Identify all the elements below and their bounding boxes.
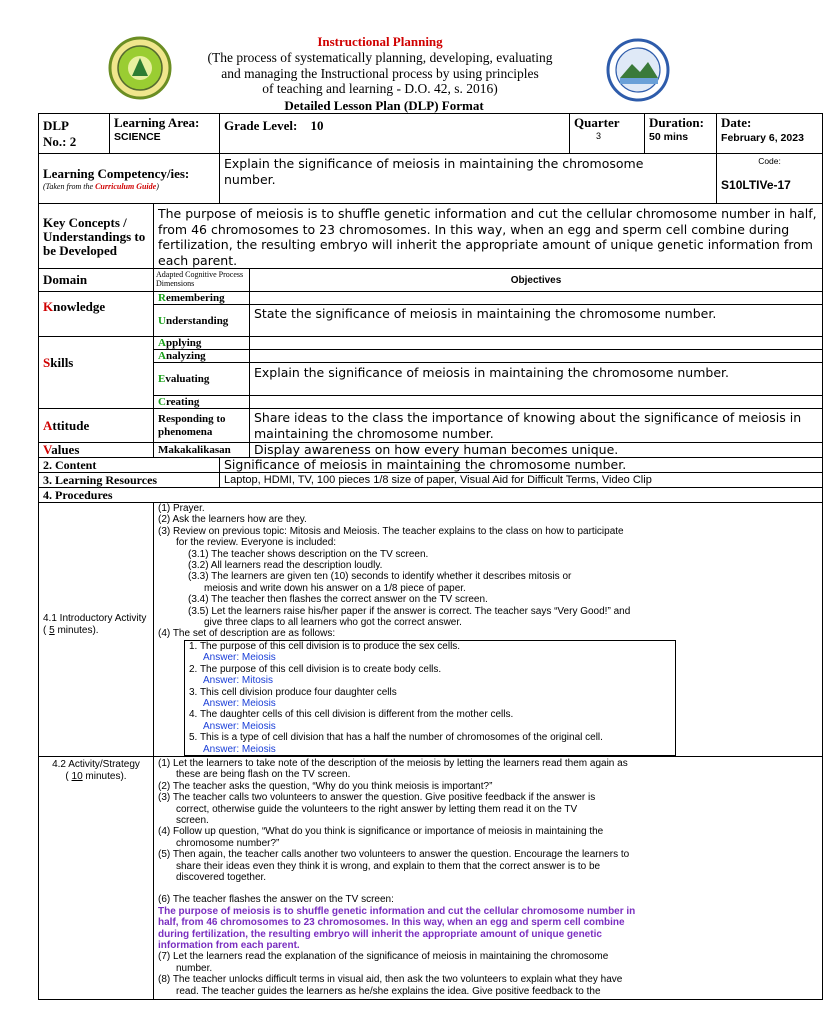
answer-text: half, from 46 chromosomes to 23 chromosomes. In this way, when an egg and sperm cell combine [158, 917, 625, 929]
duration-label: Duration: [649, 115, 704, 130]
creating-rest: reating [165, 396, 200, 408]
procedures-label: 4. Procedures [39, 488, 823, 503]
description-item: 5. This is a type of cell division that has a half the number of chromosomes of the original cell. [189, 732, 603, 744]
description-box [184, 640, 676, 756]
description-answer: Answer: Mitosis [203, 675, 274, 687]
applying-rest: pplying [165, 337, 202, 349]
description-answer: Answer: Meiosis [203, 652, 276, 664]
intro-minutes-prefix: ( [43, 625, 50, 637]
activity-step: (5) Then again, the teacher calls another two volunteers to answer the question. Encourage the learners to [158, 849, 630, 861]
resources-value: Laptop, HDMI, TV, 100 pieces 1/8 size of paper, Visual Aid for Difficult Terms, Video Clip [220, 473, 823, 488]
analyzing-rest: nalyzing [165, 350, 206, 362]
evaluating-initial: E [158, 373, 166, 385]
dimension-remembering [154, 292, 250, 305]
description-answer: Answer: Meiosis [203, 720, 276, 732]
activity-minutes-prefix: ( [65, 770, 72, 782]
dimension-responding: Responding to phenomena [154, 409, 250, 443]
dimension-understanding [154, 305, 250, 337]
values-rest: alues [51, 442, 80, 457]
activity-step: screen. [176, 814, 209, 826]
activity-label-cell [39, 756, 154, 999]
dlp-number: No.: 2 [43, 134, 77, 149]
dlp-label: DLP [43, 118, 69, 133]
intro-step: (4) The set of description are as follows: [158, 628, 336, 640]
competency-label-cell [39, 154, 220, 204]
code-value: S10LTIVe-17 [721, 178, 791, 192]
header-line-2: and managing the Instructional process by using principles [221, 65, 539, 81]
dimension-applying [154, 337, 250, 350]
competency-label: Learning Competency/ies: [43, 166, 190, 181]
dimension-makakalikasan: Makakalikasan [154, 443, 250, 458]
grade-level-cell [220, 114, 570, 154]
description-item: 1. The purpose of this cell division is to produce the sex cells. [189, 640, 461, 652]
intro-procedure [154, 503, 823, 757]
activity-step: (2) The teacher asks the question, “Why do you think meiosis is important?” [158, 780, 493, 792]
lesson-plan-table [38, 113, 823, 1000]
objective-creating [250, 396, 823, 409]
remembering-rest: emembering [165, 292, 225, 304]
objective-analyzing [250, 350, 823, 363]
values-initial: V [43, 442, 52, 457]
activity-step: read. The teacher guides the learners as he/she explains the idea. Give positive feedback to the [176, 985, 601, 997]
attitude-initial: A [43, 417, 53, 433]
code-cell [717, 154, 823, 204]
dimension-evaluating [154, 363, 250, 396]
attitude-rest: ttitude [52, 417, 90, 433]
understanding-rest: nderstanding [165, 314, 229, 327]
knowledge-rest: nowledge [53, 299, 106, 314]
competency-text: Explain the significance of meiosis in maintaining the chromosome number. [220, 154, 717, 204]
intro-substep: (3.5) Let the learners raise his/her paper if the answer is correct. The teacher says “Very Good!” and [188, 605, 631, 617]
activity-step: these are being flash on the TV screen. [176, 769, 351, 781]
learning-area-cell [110, 114, 220, 154]
intro-minutes-suffix: minutes). [54, 625, 99, 637]
remembering-initial: R [158, 292, 166, 304]
curriculum-guide-label: Curriculum Guide [95, 182, 157, 191]
learning-area-value: SCIENCE [114, 131, 161, 143]
learning-area-label: Learning Area: [114, 115, 200, 130]
activity-label: 4.2 Activity/Strategy [52, 758, 140, 770]
activity-step: (6) The teacher flashes the answer on the TV screen: [158, 894, 394, 906]
school-seal-icon [606, 38, 670, 102]
intro-step: (1) Prayer. [158, 503, 205, 514]
intro-minutes: 5 [49, 625, 55, 637]
content-value: Significance of meiosis in maintaining the chromosome number. [220, 458, 823, 473]
activity-minutes: 10 [71, 770, 83, 782]
dimensions-header: Adapted Cognitive Process Dimensions [154, 269, 250, 292]
grade-level-value: 10 [310, 118, 324, 133]
answer-text: The purpose of meiosis is to shuffle genetic information and cut the cellular chromosome number in [158, 905, 636, 917]
quarter-value: 3 [596, 131, 602, 141]
description-answer: Answer: Meiosis [203, 697, 276, 709]
description-item: 3. This cell division produce four daughter cells [189, 686, 397, 698]
understanding-initial: U [158, 314, 166, 327]
skills-initial: S [43, 354, 51, 370]
intro-step: (2) Ask the learners how are they. [158, 514, 307, 526]
activity-step: share their ideas even they think it is wrong, and explain to them that the correct answer is to be [176, 860, 601, 872]
key-concepts-label: Key Concepts / Understandings to be Developed [39, 204, 154, 269]
description-item: 2. The purpose of this cell division is to create body cells. [189, 663, 442, 675]
activity-step: (7) Let the learners read the explanation of the significance of meiosis in maintaining the chromosome [158, 951, 609, 963]
answer-text: information from each parent. [158, 940, 300, 952]
date-value: February 6, 2023 [721, 132, 804, 144]
description-item: 4. The daughter cells of this cell division is different from the mother cells. [189, 709, 514, 721]
dlp-number-cell [39, 114, 110, 154]
dimension-creating [154, 396, 250, 409]
resources-label: 3. Learning Resources [39, 473, 220, 488]
activity-step: number. [176, 962, 213, 974]
header-line-1: (The process of systematically planning, developing, evaluating [207, 50, 553, 65]
domain-skills [39, 337, 154, 409]
intro-label: 4.1 Introductory Activity [43, 613, 147, 625]
activity-step: chromosome number?” [176, 837, 280, 849]
content-label: 2. Content [39, 458, 220, 473]
activity-step: discovered together. [176, 872, 267, 883]
answer-text: during fertilization, the resulting embryo will inherit the appropriate amount of unique genetic [158, 928, 602, 940]
objective-values: Display awareness on how every human becomes unique. [250, 443, 823, 458]
document-header [150, 34, 610, 97]
intro-label-cell [39, 503, 154, 757]
intro-substep: (3.1) The teacher shows description on the TV screen. [188, 548, 429, 560]
analyzing-initial: A [158, 350, 166, 362]
description-answer: Answer: Meiosis [203, 743, 276, 755]
duration-value: 50 mins [649, 131, 689, 143]
skills-rest: kills [50, 354, 74, 370]
activity-minutes-suffix: minutes). [82, 770, 127, 782]
intro-substep: give three claps to all learners who got the correct answer. [204, 617, 462, 629]
date-cell [717, 114, 823, 154]
header-title: Instructional Planning [317, 34, 443, 49]
creating-initial: C [158, 396, 166, 408]
domain-header: Domain [39, 269, 154, 292]
objective-evaluating: Explain the significance of meiosis in maintaining the chromosome number. [250, 363, 823, 396]
knowledge-initial: K [43, 299, 54, 314]
activity-procedure [154, 756, 823, 999]
activity-step: (8) The teacher unlocks difficult terms in visual aid, then ask the two volunteers to explain what they have [158, 974, 623, 986]
grade-level-label: Grade Level: [224, 118, 298, 133]
key-concepts-text: The purpose of meiosis is to shuffle genetic information and cut the cellular chromosome number in half, from 46 chromosomes to 23 chromosomes. In this way, when an egg and sperm cell combine during fertilization, the resulting embryo will inherit the appropriate amount of unique genetic information from each parent. [154, 204, 823, 269]
quarter-label: Quarter [574, 115, 620, 130]
domain-values [39, 443, 154, 458]
activity-step: correct, otherwise guide the volunteers to the right answer by letting them read it on the TV [176, 803, 578, 815]
activity-step: (4) Follow up question, “What do you think is significance or importance of meiosis in maintaining the [158, 826, 604, 838]
evaluating-rest: valuating [165, 373, 210, 385]
competency-note-end: ) [156, 182, 159, 191]
intro-step: (3) Review on previous topic: Mitosis and Meiosis. The teacher explains to the class on how to participate [158, 525, 624, 537]
intro-step: for the review. Everyone is included: [176, 537, 337, 549]
domain-knowledge [39, 292, 154, 337]
objective-attitude: Share ideas to the class the importance of knowing about the significance of meiosis in maintaining the chromosome number. [250, 409, 823, 443]
activity-step: (3) The teacher calls two volunteers to answer the question. Give positive feedback if the answer is [158, 792, 596, 804]
intro-substep: (3.2) All learners read the description loudly. [188, 560, 383, 572]
objective-understanding: State the significance of meiosis in maintaining the chromosome number. [250, 305, 823, 337]
activity-step: (1) Let the learners to take note of the description of the meiosis by letting the learners read them again as [158, 757, 628, 769]
code-label: Code: [758, 156, 781, 166]
domain-attitude [39, 409, 154, 443]
date-label: Date: [721, 115, 752, 130]
intro-substep: (3.4) The teacher then flashes the correct answer on the TV screen. [188, 594, 488, 606]
quarter-cell [570, 114, 645, 154]
dimension-analyzing [154, 350, 250, 363]
intro-substep: (3.3) The learners are given ten (10) seconds to identify whether it describes mitosis or [188, 571, 572, 583]
header-line-3: of teaching and learning - D.O. 42, s. 2016) [262, 81, 498, 96]
objective-remembering [250, 292, 823, 305]
objective-applying [250, 337, 823, 350]
competency-note: (Taken from the [43, 182, 96, 191]
intro-substep: meiosis and write down his answer on a 1/8 piece of paper. [204, 582, 466, 594]
duration-cell [645, 114, 717, 154]
objectives-header: Objectives [250, 269, 823, 292]
applying-initial: A [158, 337, 166, 349]
format-title: Detailed Lesson Plan (DLP) Format [284, 98, 484, 113]
